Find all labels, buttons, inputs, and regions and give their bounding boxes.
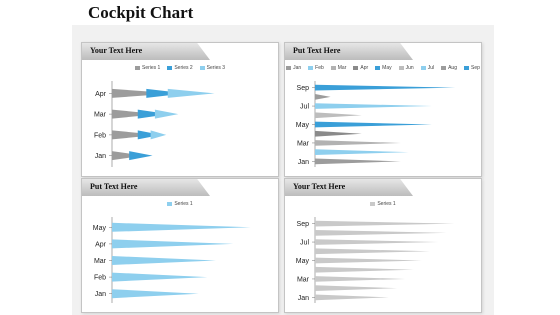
- y-tick-label: Sep: [296, 85, 309, 93]
- legend-label: Feb: [315, 65, 324, 71]
- y-tick-label: Feb: [93, 274, 106, 282]
- chart-plot: [82, 179, 278, 312]
- y-tick-label: May: [295, 122, 309, 129]
- y-tick-label: May: [295, 258, 309, 265]
- y-tick-label: Jan: [94, 153, 106, 161]
- panel-title: Put Text Here: [293, 46, 341, 55]
- page-title: Cockpit Chart: [88, 3, 194, 22]
- y-tick-label: Mar: [93, 258, 106, 265]
- panel-title: Your Text Here: [293, 182, 346, 191]
- bar-mar-0: [112, 256, 216, 265]
- y-tick-label: Mar: [296, 276, 309, 284]
- bar-mar-0: [315, 276, 405, 282]
- y-tick-label: Apr: [95, 90, 106, 98]
- legend-label: Jan: [293, 65, 302, 71]
- chart-plot: [285, 43, 481, 176]
- y-tick-label: Apr: [95, 241, 106, 249]
- bar-jun-5: [315, 112, 362, 118]
- y-tick-label: May: [92, 224, 106, 232]
- legend-label: Series 1: [377, 201, 396, 207]
- bar-jan-1: [129, 151, 152, 160]
- panel-title: Put Text Here: [90, 182, 138, 191]
- bar-jun-0: [315, 248, 430, 254]
- y-tick-label: Jan: [94, 291, 106, 299]
- bar-apr-2: [168, 89, 215, 98]
- bar-may-4: [315, 122, 432, 128]
- legend-label: Sep: [471, 65, 480, 71]
- chart-panel-3: [81, 178, 279, 313]
- bar-jan-0: [112, 289, 199, 298]
- legend-label: Apr: [360, 65, 369, 71]
- legend-label: Series 1: [141, 65, 161, 71]
- legend-label: Jul: [427, 65, 435, 71]
- bar-jan-0: [315, 159, 401, 165]
- bar-apr-3: [315, 131, 362, 137]
- y-tick-label: Sep: [296, 221, 309, 229]
- bar-jan-0: [315, 295, 389, 301]
- legend-label: Aug: [448, 65, 457, 71]
- legend-label: Mar: [337, 65, 347, 71]
- bar-feb-2: [151, 130, 167, 139]
- y-tick-label: Mar: [296, 140, 309, 148]
- bar-apr-0: [112, 239, 233, 248]
- panel-title: Your Text Here: [90, 46, 143, 55]
- bar-sep-8: [315, 85, 455, 91]
- bar-jul-6: [315, 103, 432, 109]
- bar-may-0: [315, 258, 422, 264]
- legend-label: May: [382, 65, 392, 71]
- legend-label: Jun: [405, 65, 414, 71]
- bar-feb-1: [315, 149, 409, 155]
- bar-aug-0: [315, 230, 446, 236]
- bar-mar-2: [155, 110, 178, 119]
- bar-mar-2: [315, 140, 401, 146]
- legend-label: Series 1: [174, 201, 193, 207]
- chart-panel-2: [284, 42, 482, 177]
- y-tick-label: Jan: [297, 294, 309, 302]
- bar-feb-0: [315, 285, 397, 291]
- bar-may-0: [112, 223, 251, 232]
- bar-sep-0: [315, 221, 455, 227]
- y-tick-label: Mar: [93, 111, 106, 119]
- y-tick-label: Jan: [297, 158, 309, 166]
- chart-panel-1: [81, 42, 279, 177]
- chart-panel-4: [284, 178, 482, 313]
- bar-feb-0: [112, 273, 207, 282]
- y-tick-label: Jul: [300, 103, 309, 111]
- legend-label: Series 2: [174, 65, 193, 71]
- chart-plot: [285, 179, 481, 312]
- bar-aug-7: [315, 94, 331, 100]
- legend-label: Series 3: [206, 65, 226, 71]
- y-tick-label: Jul: [300, 239, 309, 247]
- chart-plot: [82, 43, 278, 176]
- y-tick-label: Feb: [93, 132, 106, 140]
- bar-apr-0: [315, 267, 414, 273]
- bar-jul-0: [315, 239, 438, 245]
